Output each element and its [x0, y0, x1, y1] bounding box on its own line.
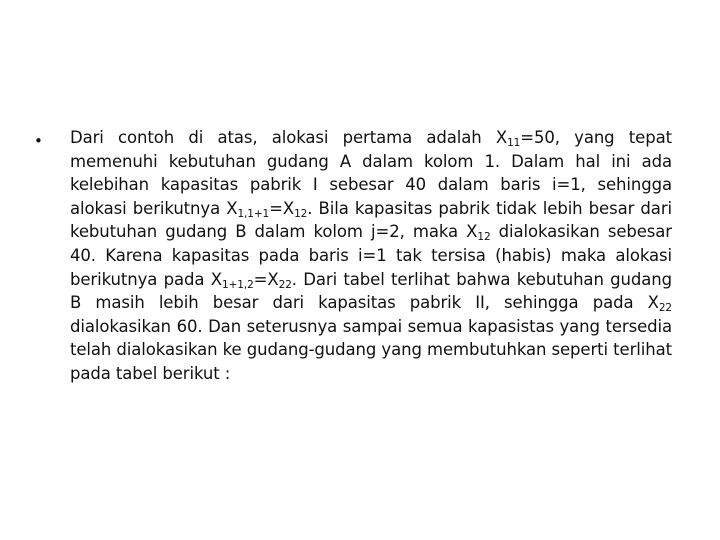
paragraph-text: =X: [253, 269, 279, 289]
paragraph-text: . Dari tabel terlihat bahwa kebutuhan gudang B masih lebih besar dari kapasitas pabrik II, sehingga pada X: [70, 269, 672, 313]
paragraph-text: dialokasikan 60. Dan seterusnya sampai semua kapasistas yang tersedia telah dialokasikan ke gudang-gudang yang membutuhkan seperti terlihat pada tabel berikut :: [70, 316, 672, 383]
paragraph-text: =50, yang tepat memenuhi kebutuhan gudang A dalam kolom 1. Dalam hal ini ada kelebihan kapasitas pabrik I sebesar 40 dalam baris i=1, sehingga alokasi berikutnya X: [70, 128, 672, 218]
bullet-icon: •: [34, 132, 43, 150]
paragraph-text: dialokasikan sebesar 40. Karena kapasitas pada baris i=1 tak tersisa (habis) maka alokasi berikutnya pada X: [70, 222, 672, 289]
subscript: 12: [294, 207, 308, 220]
paragraph-text: Dari contoh di atas, alokasi pertama adalah X: [70, 128, 508, 147]
paragraph-text: =X: [269, 198, 295, 218]
subscript: 1+1,2: [221, 278, 254, 291]
subscript: 22: [658, 302, 672, 315]
paragraph-text: . Bila kapasitas pabrik tidak lebih besar dari kebutuhan gudang B dalam kolom j=2, maka X: [70, 198, 672, 242]
bullet-item: [34, 126, 674, 386]
subscript: 11: [507, 137, 521, 149]
subscript: 22: [278, 278, 292, 291]
bullet-paragraph: [70, 126, 672, 386]
subscript: 1,1+1: [237, 207, 270, 220]
subscript: 12: [477, 231, 491, 244]
